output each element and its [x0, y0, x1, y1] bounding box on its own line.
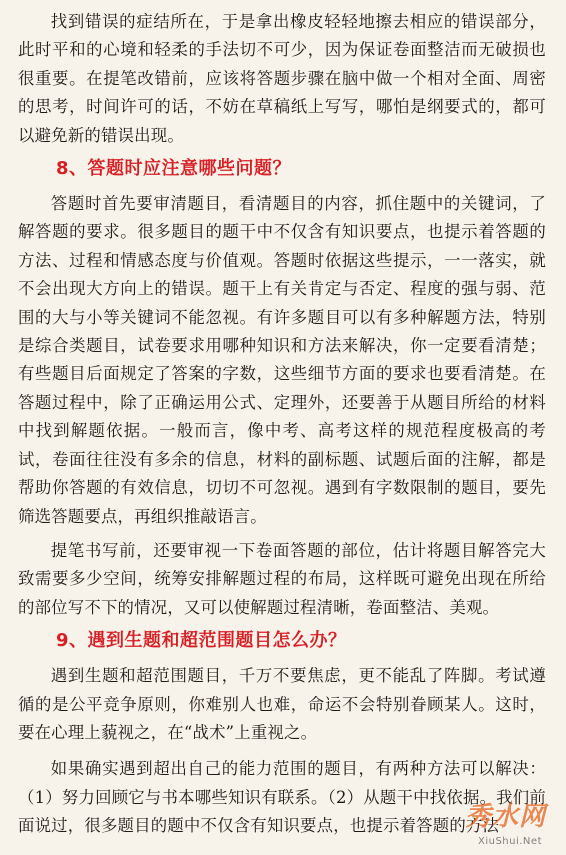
section-8-paragraph-2: 提笔书写前，还要审视一下卷面答题的部位，估计将题目解答完大致需要多少空间，统筹安排解题过程的布局，这样既可避免出现在所给的部位写不下的情况，又可以使解题过程清晰，卷面整洁、美观。 [18, 540, 546, 617]
watermark-logo-text: 秀水网 [464, 802, 546, 832]
paragraph-gap [18, 747, 546, 755]
section-8-heading: 8、答题时应注意哪些问题？ [56, 158, 292, 180]
intro-paragraph: 找到错误的症结所在，于是拿出橡皮轻轻地擦去相应的错误部分，此时平和的心境和轻柔的手法切不可少，因为保证卷面整洁而无破损也很重要。在提笔改错前，应该将答题步骤在脑中做一个相对全面、周密的思考，时间许可的话，不妨在草稿纸上写写，哪怕是纲要式的，都可以避免新的错误出现。 [18, 12, 546, 145]
watermark-url: XiuShui.Net [477, 836, 542, 847]
section-9-paragraph-1: 遇到生题和超范围题目，千万不要焦虑，更不能乱了阵脚。考试遵循的是公平竞争原则，你难别人也难，命运不会特别眷顾某人。这时，要在心理上藐视之，在“战术”上重视之。 [18, 666, 546, 742]
section-9-heading: 9、遇到生题和超范围题目怎么办？ [56, 630, 347, 652]
site-watermark [440, 797, 560, 849]
section-8-paragraph-1: 答题时首先要审清题目，看清题目的内容，抓住题中的关键词，了解答题的要求。很多题目的题干中不仅含有知识要点，也提示着答题的方法、过程和情感态度与价值观。答题时依据这些提示，一一落实，就不会出现大方向上的错误。题干上有关肯定与否定、程度的强与弱、范围的大与小等关键词不能忽视。有许多题目可以有多种解题方法，特别是综合类题目，试卷要求用哪种知识和方法来解决，你一定要看清楚；有些题目后面规定了答案的字数，这些细节方面的要求也要看清楚。在答题过程中，除了正确运用公式、定理外，还要善于从题目所给的材料中找到解题依据。一般而言，像中考、高考这样的规范程度极高的考试，卷面往往没有多余的信息，材料的副标题、试题后面的注解，都是帮助你答题的有效信息，切切不可忽视。遇到有字数限制的题目，要先筛选答题要点，再组织推敲语言。 [18, 194, 546, 526]
section-9-paragraph-2: 如果确实遇到超出自己的能力范围的题目，有两种方法可以解决：（1）努力回顾它与书本哪些知识有联系。（2）从题干中找依据。我们前面说过，很多题目的题中不仅含有知识要点，也提示着答题的方法 [18, 759, 546, 836]
